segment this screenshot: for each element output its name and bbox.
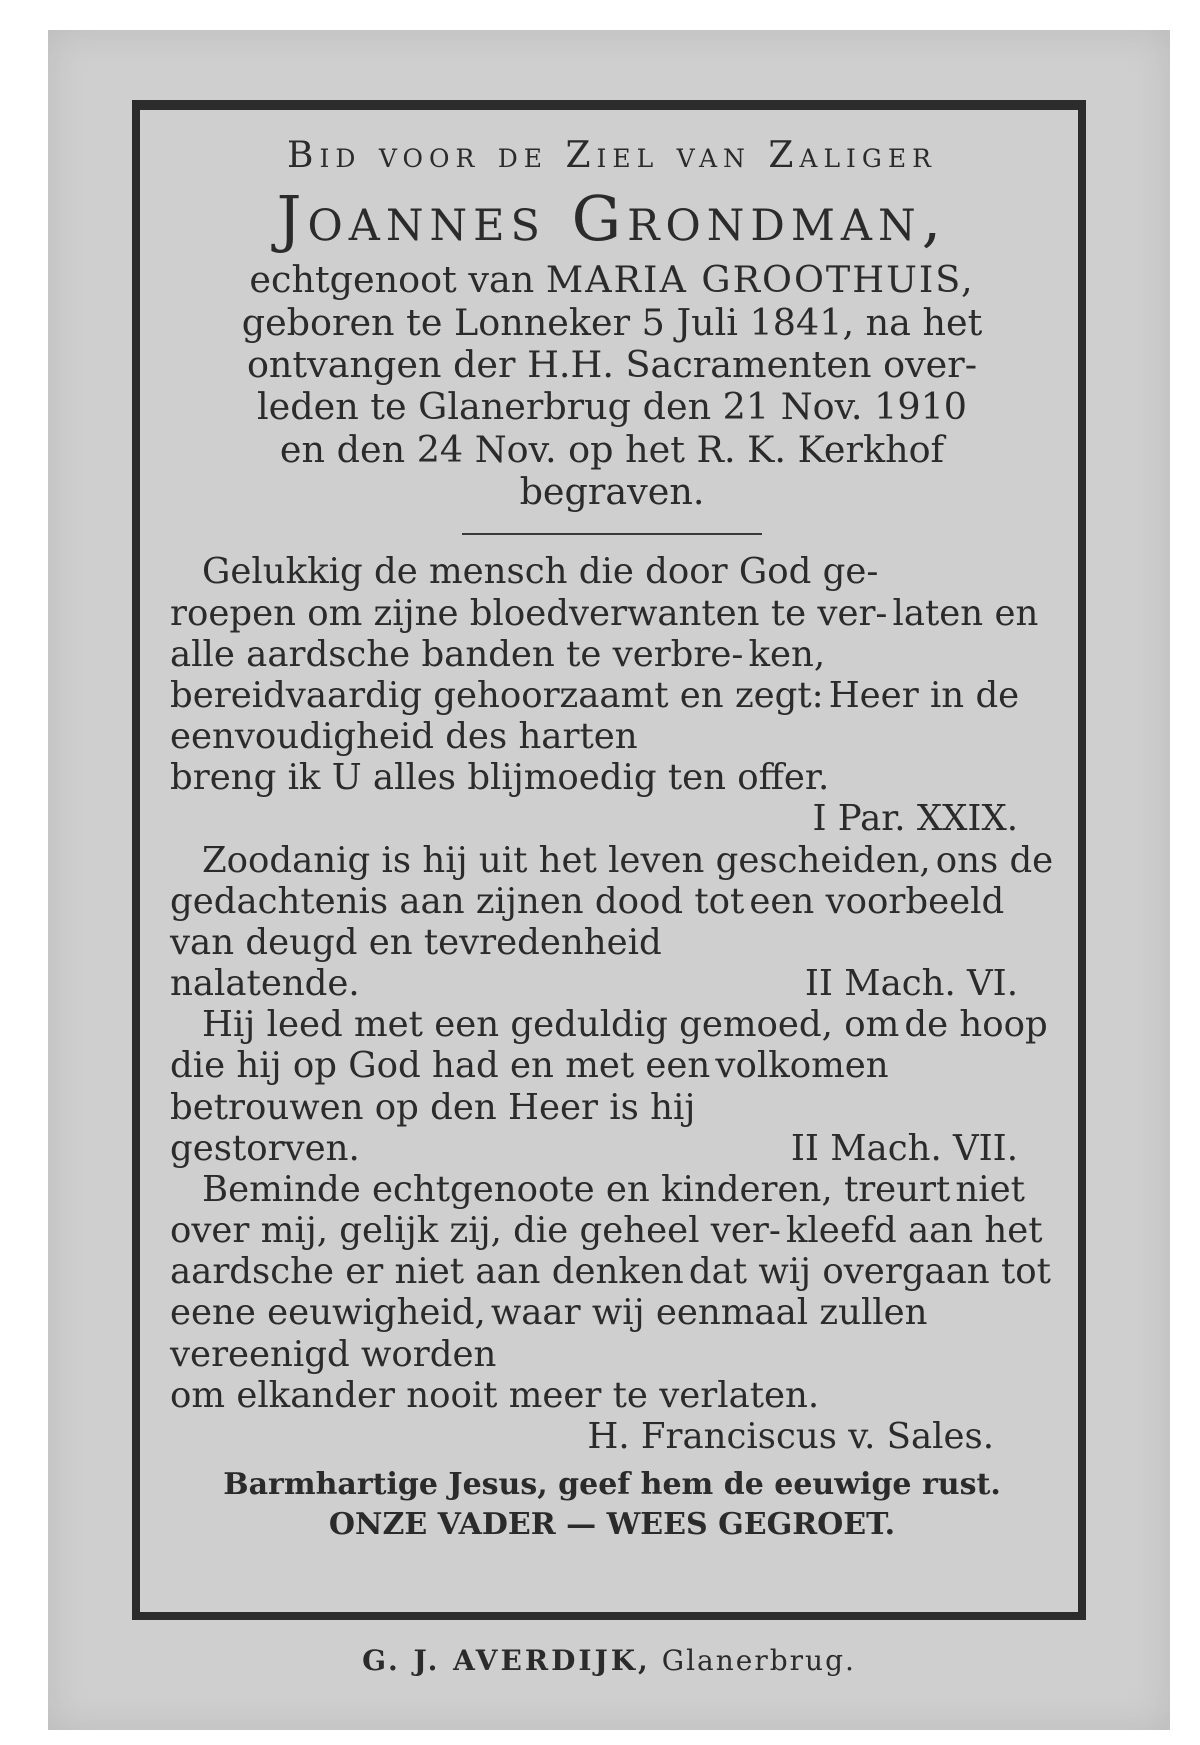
spouse-prefix: echtgenoot van — [249, 258, 535, 302]
quote-line: nalatende. — [170, 963, 360, 1005]
quote-line: volkomen betrouwen op den Heer is hij — [170, 1045, 889, 1128]
quote-line: Heer in de eenvoudigheid des harten — [170, 674, 1020, 758]
quote-line: de hoop die hij op God had en met een — [170, 1004, 1048, 1087]
quote-block-2 — [170, 840, 1054, 1005]
quote-line: ons de gedachtenis aan zijnen dood tot — [170, 839, 1054, 922]
quote-last-row — [170, 963, 1054, 1004]
deceased-name: Joannes Grondman, — [276, 182, 948, 256]
bio-line: ontvangen der H.H. Sacramenten over- — [246, 343, 978, 387]
quote-line: kleefd aan het aardsche er niet aan denken — [170, 1210, 1043, 1293]
quote-last-row — [170, 1128, 1054, 1169]
quote-block-1 — [170, 551, 1054, 592]
prayer-line: ONZE VADER — WEES GEGROET. — [328, 1506, 896, 1542]
quote-line: niet over mij, gelijk zij, die geheel ver- — [170, 1168, 1025, 1252]
quote-reference: H. Franciscus v. Sales. — [587, 1415, 994, 1457]
printer-place: Glanerbrug. — [661, 1644, 856, 1677]
bio-line: geboren te Lonneker 5 Juli 1841, na het — [241, 300, 983, 344]
quote-reference: II Mach. VII. — [790, 1127, 1018, 1169]
memorial-card — [48, 30, 1170, 1730]
quote-line: een voorbeeld van deugd en tevredenheid — [170, 880, 1005, 963]
bio-line: leden te Glanerbrug den 21 Nov. 1910 — [256, 385, 968, 429]
quote-line: waar wij eenmaal zullen vereenigd worden — [170, 1292, 928, 1375]
quote-line: Zoodanig is hij uit het leven gescheiden, — [202, 839, 931, 881]
spouse-name: MARIA GROOTHUIS, — [545, 258, 975, 302]
card-content — [170, 134, 1054, 1544]
quote-block-3 — [170, 1004, 1054, 1169]
quote-line: ken, bereidvaardig gehoorzaamt en zegt: — [170, 633, 826, 716]
bio-line: begraven. — [519, 470, 705, 514]
quote-block-1-body — [170, 593, 1054, 799]
printer-imprint — [48, 1644, 1170, 1677]
quote-reference: II Mach. VI. — [804, 963, 1018, 1005]
quote-line: breng ik U alles blijmoedig ten offer. — [170, 757, 830, 799]
quote-block-4 — [170, 1169, 1054, 1416]
quote-line: om elkander nooit meer te verlaten. — [170, 1374, 820, 1416]
prayer-line: Barmhartige Jesus, geef hem de eeuwige rust. — [223, 1467, 1001, 1503]
heading: Bid voor de Ziel van Zaliger — [287, 135, 937, 176]
quote-line: Hij leed met een geduldig gemoed, om — [202, 1004, 900, 1046]
quote-line: gestorven. — [170, 1127, 360, 1169]
quote-line: dat wij overgaan tot eene eeuwigheid, — [170, 1251, 1051, 1334]
divider — [462, 533, 762, 535]
card-border-frame — [132, 100, 1086, 1620]
printer-name: G. J. AVERDIJK, — [362, 1644, 651, 1677]
bio-line: en den 24 Nov. op het R. K. Kerkhof — [279, 427, 945, 471]
quote-line: Beminde echtgenoote en kinderen, treurt — [202, 1168, 951, 1210]
quote-line: Gelukkig de mensch die door God ge- — [202, 551, 879, 593]
spouse-line — [170, 259, 1054, 301]
quote-line: laten en alle aardsche banden te verbre- — [170, 592, 1039, 675]
quote-line: roepen om zijne bloedverwanten te ver- — [170, 592, 888, 634]
quote-reference: I Par. XXIX. — [812, 798, 1018, 840]
